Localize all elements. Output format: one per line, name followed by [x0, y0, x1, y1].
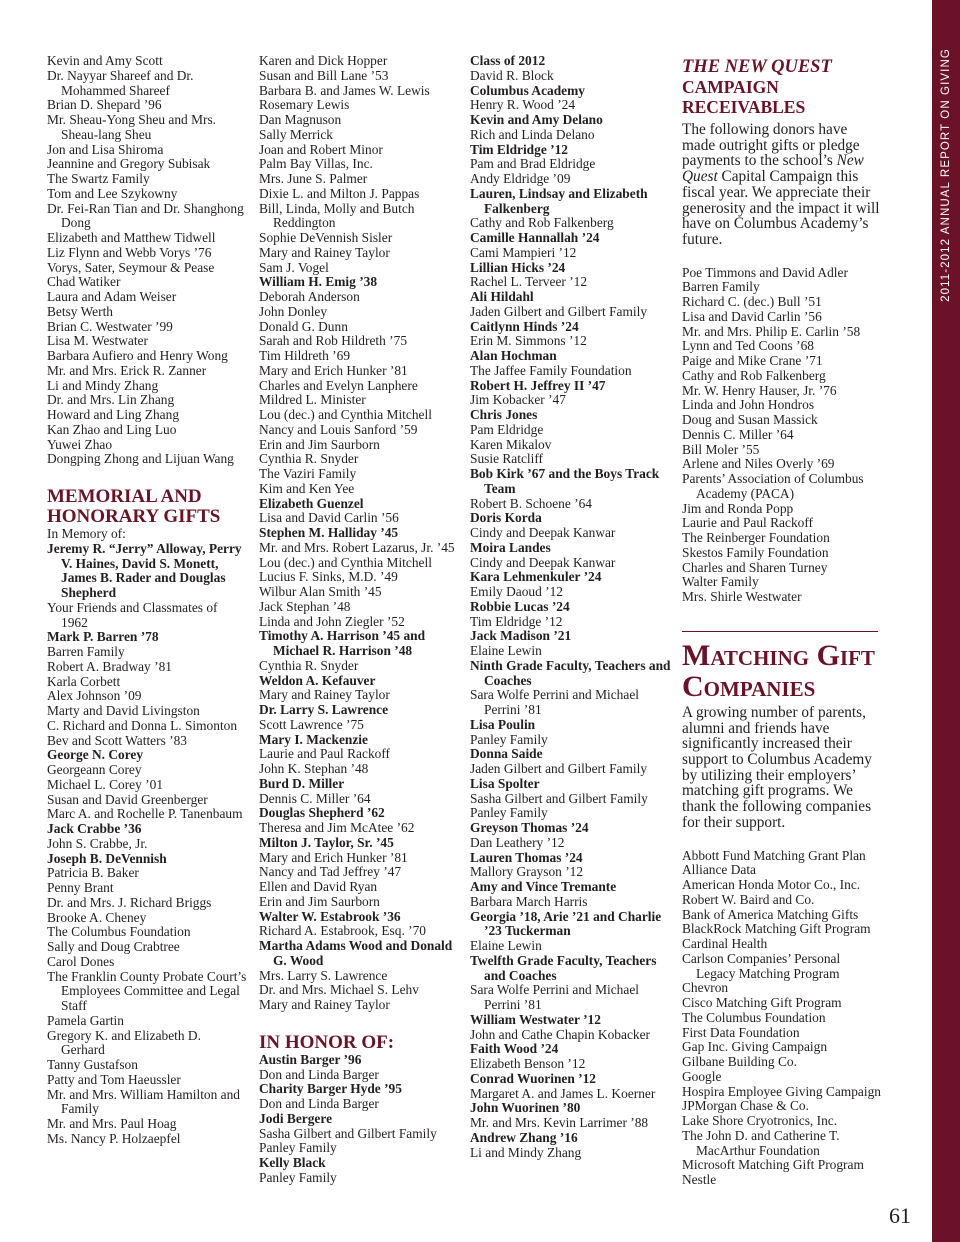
donor-name: Dr. and Mrs. J. Richard Briggs	[47, 894, 212, 910]
honoree-name: Bob Kirk ’67 and the Boys Track Team	[470, 466, 660, 496]
honoree-name: Conrad Wuorinen ’12	[470, 1070, 596, 1086]
honoree-name: Twelfth Grade Faculty, Teachers and Coaches	[470, 952, 657, 983]
donor-name: Bev and Scott Watters ’83	[47, 732, 187, 748]
honoree-name: Jack Crabbe ’36	[47, 821, 142, 836]
donor-name: Mr. and Mrs. Erick R. Zanner	[47, 362, 207, 378]
donor-column-4	[682, 54, 882, 1188]
company-name: Alliance Data	[682, 862, 756, 878]
company-name: Cardinal Health	[682, 936, 768, 951]
donor-name: Panley Family	[470, 731, 548, 747]
company-name: Hospira Employee Giving Campaign	[682, 1083, 881, 1099]
donor-name: Don and Linda Barger	[259, 1096, 379, 1111]
honoree-name: Lillian Hicks ’24	[470, 259, 566, 275]
honoree-name: Douglas Shepherd ’62	[259, 805, 385, 821]
honoree-name: Charity Barger Hyde ’95	[259, 1081, 402, 1097]
donor-name: Arlene and Niles Overly ’69	[682, 456, 835, 472]
honoree-name: Chris Jones	[470, 407, 538, 422]
donor-name: Mr. Sheau-Yong Sheu and Mrs. Sheau-lang Sheu	[47, 112, 217, 142]
honoree-name: Amy and Vince Tremante	[470, 879, 617, 894]
honoree-name: Caitlynn Hinds ’24	[470, 318, 579, 334]
donor-name: Dan Magnuson	[259, 112, 342, 127]
donor-column-1	[47, 54, 247, 1147]
honoree-name: Camille Hannallah ’24	[470, 230, 600, 245]
donor-name: Pam Eldridge	[470, 421, 544, 437]
donor-name: Karen Mikalov	[470, 436, 552, 452]
donor-name: Lynn and Ted Coons ’68	[682, 338, 814, 354]
honoree-name: Robert H. Jeffrey II ’47	[470, 377, 606, 393]
company-name: Cisco Matching Gift Program	[682, 995, 842, 1010]
donor-name: Ms. Nancy P. Holzaepfel	[47, 1130, 181, 1146]
honoree-name: William H. Emig ’38	[259, 274, 378, 290]
donor-column-2	[259, 54, 459, 1186]
honoree-name: Kevin and Amy Delano	[470, 112, 603, 127]
donor-name: Lisa M. Westwater	[47, 333, 148, 349]
donor-name: Pam and Brad Eldridge	[470, 156, 596, 172]
donor-name: Liz Flynn and Webb Vorys ’76	[47, 244, 212, 260]
matching-gift-intro: A growing number of parents, alumni and friends have significantly increased their support to Columbus Academy by utilizing their employers’ matching gift programs. We thank the following companies for their support.	[682, 703, 872, 831]
company-name: Bank of America Matching Gifts	[682, 906, 859, 922]
donor-name: Rosemary Lewis	[259, 97, 350, 113]
donor-name: Brian D. Shepard ’96	[47, 97, 162, 113]
new-quest-donor-list	[682, 266, 882, 605]
honoree-name: Joseph B. DeVennish	[47, 850, 167, 866]
donor-name: Lucius F. Sinks, M.D. ’49	[259, 569, 398, 585]
donor-name: Panley Family	[259, 1140, 337, 1156]
company-name: Nestle	[682, 1172, 717, 1187]
donor-name: Lou (dec.) and Cynthia Mitchell	[259, 407, 432, 422]
honoree-name: Jeremy R. “Jerry” Alloway, Perry V. Haines, David S. Monett, James B. Rader and Douglas Shepherd	[47, 540, 242, 600]
donor-name: The Reinberger Foundation	[682, 530, 830, 546]
donor-name: Nancy and Tad Jeffrey ’47	[259, 864, 402, 880]
donor-name: Erin and Jim Saurborn	[259, 436, 380, 452]
honoree-name: Doris Korda	[470, 510, 542, 526]
donor-name: Bill Moler ’55	[682, 441, 760, 457]
donor-name: Lisa and David Carlin ’56	[682, 308, 822, 324]
donor-name: Dr. and Mrs. Michael S. Lehv	[259, 982, 419, 998]
donor-name: Howard and Ling Zhang	[47, 407, 180, 422]
honoree-name: Faith Wood ’24	[470, 1041, 559, 1057]
new-quest-intro: The following donors have made outright gifts or pledge payments to the school’s New Quest Capital Campaign this fiscal year. We appreciate their generosity and the impact it will have on Columbus Academy’s future.	[682, 121, 880, 248]
donor-name: C. Richard and Donna L. Simonton	[47, 717, 238, 733]
company-name: Google	[682, 1068, 722, 1084]
donor-name: Skestos Family Foundation	[682, 544, 829, 560]
donor-name: Richard A. Estabrook, Esq. ’70	[259, 923, 426, 939]
donor-name: Laurie and Paul Rackoff	[259, 746, 391, 762]
donor-name: David R. Block	[470, 67, 554, 83]
company-name: The John D. and Catherine T. MacArthur Foundation	[682, 1127, 840, 1158]
donor-name: Barren Family	[47, 644, 125, 659]
donor-name: Mr. W. Henry Hauser, Jr. ’76	[682, 382, 837, 398]
donor-name: Cynthia R. Snyder	[259, 451, 359, 467]
donor-name: The Columbus Foundation	[47, 924, 191, 940]
donor-name: Dan Leathery ’12	[470, 834, 565, 850]
donor-name: Susan and David Greenberger	[47, 791, 208, 807]
donor-name: Li and Mindy Zhang	[47, 377, 159, 393]
donor-name: Doug and Susan Massick	[682, 412, 818, 428]
donor-name: Cathy and Rob Falkenberg	[470, 215, 614, 231]
donor-name: Poe Timmons and David Adler	[682, 264, 848, 280]
donor-name: Sally Merrick	[259, 126, 334, 142]
donor-name: Barbara B. and James W. Lewis	[259, 82, 430, 98]
company-name: JPMorgan Chase & Co.	[682, 1098, 809, 1114]
donor-name: Mary and Erich Hunker ’81	[259, 849, 408, 865]
donor-name: Susan and Bill Lane ’53	[259, 67, 389, 83]
donor-name: Marty and David Livingston	[47, 703, 200, 718]
donor-name: Panley Family	[470, 805, 548, 821]
donor-name: Tom and Lee Szykowny	[47, 185, 178, 201]
section-heading: IN HONOR OF:	[259, 1031, 395, 1053]
honoree-name: Columbus Academy	[470, 82, 585, 98]
company-name: Carlson Companies’ Personal Legacy Matching Program	[682, 950, 841, 981]
company-name: American Honda Motor Co., Inc.	[682, 877, 861, 892]
donor-name: Betsy Werth	[47, 303, 113, 319]
donor-name: Scott Lawrence ’75	[259, 716, 364, 732]
donor-name: Elaine Lewin	[470, 643, 542, 658]
donor-name: Sarah and Rob Hildreth ’75	[259, 333, 408, 349]
donor-name: Dr. Fei-Ran Tian and Dr. Shanghong Dong	[47, 200, 244, 231]
new-quest-title: THE NEW QUEST	[682, 57, 832, 77]
donor-name: Susie Ratcliff	[470, 451, 544, 467]
donor-name: Cathy and Rob Falkenberg	[682, 367, 826, 383]
donor-name: Linda and John Hondros	[682, 397, 815, 413]
honoree-name: Georgia ’18, Arie ’21 and Charlie ’23 Tuckerman	[470, 908, 662, 939]
donor-name: Don and Linda Barger	[259, 1066, 379, 1082]
donor-name: Barbara Aufiero and Henry Wong	[47, 348, 228, 363]
donor-name: Kim and Ken Yee	[259, 480, 355, 496]
donor-name: John Donley	[259, 303, 328, 319]
donor-name: Barren Family	[682, 279, 760, 295]
honoree-name: Elizabeth Guenzel	[259, 495, 364, 511]
donor-name: Cindy and Deepak Kanwar	[470, 554, 616, 570]
page-number: 61	[889, 1203, 911, 1228]
company-name: First Data Foundation	[682, 1024, 800, 1040]
donor-name: Mr. and Mrs. Paul Hoag	[47, 1116, 177, 1131]
donor-name: The Swartz Family	[47, 171, 150, 186]
honoree-name: Moira Landes	[470, 539, 551, 555]
donor-name: Mr. and Mrs. William Hamilton and Family	[47, 1086, 240, 1117]
honoree-name: Martha Adams Wood and Donald G. Wood	[259, 938, 453, 968]
donor-name: Erin and Jim Saurborn	[259, 893, 380, 909]
donor-name: Michael L. Corey ’01	[47, 776, 164, 792]
company-name: Chevron	[682, 980, 729, 996]
donor-name: Mr. and Mrs. Robert Lazarus, Jr. ’45	[259, 539, 455, 555]
donor-name: Bill, Linda, Molly and Butch Reddington	[259, 200, 415, 231]
donor-name: Karen and Dick Hopper	[259, 53, 388, 68]
donor-column-3	[470, 54, 675, 1160]
honoree-name: Andrew Zhang ’16	[470, 1129, 578, 1145]
honoree-name: Lisa Poulin	[470, 716, 536, 732]
honoree-name: Milton J. Taylor, Sr. ’45	[259, 834, 394, 850]
donor-name: Gregory K. and Elizabeth D. Gerhard	[47, 1027, 201, 1058]
donor-name: Donald G. Dunn	[259, 318, 348, 334]
donor-name: Mary and Erich Hunker ’81	[259, 362, 408, 378]
honoree-name: Dr. Larry S. Lawrence	[259, 702, 389, 717]
donor-name: Jeannine and Gregory Subisak	[47, 156, 211, 172]
donor-name: Cami Mampieri ’12	[470, 244, 577, 260]
donor-name: Brooke A. Cheney	[47, 909, 147, 925]
donor-name: Nancy and Louis Sanford ’59	[259, 421, 418, 437]
donor-name: Mrs. June S. Palmer	[259, 171, 368, 186]
campaign-receivables-heading: CAMPAIGN RECEIVABLES	[682, 77, 806, 117]
donor-name: The Vaziri Family	[259, 466, 357, 481]
donor-name: Sam J. Vogel	[259, 259, 329, 275]
donor-name: Barbara March Harris	[470, 893, 588, 909]
honoree-name: Class of 2012	[470, 53, 546, 68]
honoree-name: Mary I. Mackenzie	[259, 731, 368, 747]
donor-name: Mr. and Mrs. Kevin Larrimer ’88	[470, 1115, 649, 1130]
honoree-name: Weldon A. Kefauver	[259, 672, 376, 688]
donor-name: Jaden Gilbert and Gilbert Family	[470, 761, 648, 776]
honoree-name: Tim Eldridge ’12	[470, 141, 568, 157]
honoree-name: Kelly Black	[259, 1155, 326, 1170]
donor-name: Brian C. Westwater ’99	[47, 318, 173, 334]
honoree-name: Greyson Thomas ’24	[470, 820, 589, 835]
donor-name: Mary and Rainey Taylor	[259, 687, 390, 703]
honoree-name: Burd D. Miller	[259, 775, 345, 791]
honoree-name: Lauren Thomas ’24	[470, 849, 583, 865]
honoree-name: Robbie Lucas ’24	[470, 598, 570, 614]
honoree-name: Lisa Spolter	[470, 775, 540, 791]
donor-name: Palm Bay Villas, Inc.	[259, 156, 373, 172]
donor-name: Margaret A. and James L. Koerner	[470, 1085, 656, 1101]
donor-name: Chad Watiker	[47, 274, 121, 290]
donor-name: John and Cathe Chapin Kobacker	[470, 1026, 650, 1042]
donor-name: Tim Eldridge ’12	[470, 613, 563, 629]
company-name: Abbott Fund Matching Grant Plan	[682, 847, 866, 863]
honoree-name: Timothy A. Harrison ’45 and Michael R. Harrison ’48	[259, 628, 426, 658]
company-name: Lake Shore Cryotronics, Inc.	[682, 1113, 838, 1128]
honoree-name: Alan Hochman	[470, 348, 557, 363]
donor-name: Robert A. Bradway ’81	[47, 658, 172, 674]
donor-name: Alex Johnson ’09	[47, 688, 142, 704]
donor-name: Dongping Zhong and Lijuan Wang	[47, 451, 234, 467]
donor-name: Laurie and Paul Rackoff	[682, 515, 814, 531]
honoree-name: William Westwater ’12	[470, 1011, 601, 1027]
donor-name: Paige and Mike Crane ’71	[682, 353, 823, 369]
donor-name: Elizabeth Benson ’12	[470, 1056, 586, 1071]
donor-name: Linda and John Ziegler ’52	[259, 613, 405, 629]
honoree-name: Ninth Grade Faculty, Teachers and Coaches	[470, 657, 671, 688]
donor-name: Laura and Adam Weiser	[47, 289, 177, 304]
donor-name: Kan Zhao and Ling Luo	[47, 421, 177, 437]
donor-name: Henry R. Wood ’24	[470, 97, 576, 113]
donor-name: Pamela Gartin	[47, 1012, 124, 1028]
donor-name: Dr. Nayyar Shareef and Dr. Mohammed Shareef	[47, 67, 194, 98]
donor-name: Mary and Rainey Taylor	[259, 244, 390, 260]
donor-name: Jack Stephan ’48	[259, 598, 351, 614]
donor-name: Joan and Robert Minor	[259, 141, 383, 157]
donor-name: Richard C. (dec.) Bull ’51	[682, 294, 822, 310]
donor-name: Mary and Rainey Taylor	[259, 997, 390, 1012]
company-name: The Columbus Foundation	[682, 1009, 826, 1025]
matching-gift-heading: Matching Gift Companies	[682, 638, 875, 703]
donor-name: Cynthia R. Snyder	[259, 657, 359, 673]
donor-name: Ellen and David Ryan	[259, 879, 378, 894]
company-name: Microsoft Matching Gift Program	[682, 1157, 864, 1173]
honoree-name: Mark P. Barren ’78	[47, 629, 159, 645]
donor-name: Lou (dec.) and Cynthia Mitchell	[259, 554, 432, 570]
donor-name: Mrs. Shirle Westwater	[682, 589, 802, 605]
donor-name: Karla Corbett	[47, 673, 121, 689]
donor-name: Mildred L. Minister	[259, 392, 366, 408]
donor-name: Jaden Gilbert and Gilbert Family	[470, 303, 648, 319]
donor-name: Georgeann Corey	[47, 762, 142, 777]
donor-name: Lisa and David Carlin ’56	[259, 510, 399, 526]
section-heading: MEMORIAL AND HONORARY GIFTS	[47, 486, 221, 527]
donor-name: Wilbur Alan Smith ’45	[259, 584, 382, 599]
donor-name: Patricia B. Baker	[47, 865, 139, 881]
company-name: Robert W. Baird and Co.	[682, 891, 815, 907]
donor-name: Tim Hildreth ’69	[259, 348, 351, 363]
donor-name: Dixie L. and Milton J. Pappas	[259, 185, 420, 201]
donor-name: Vorys, Sater, Seymour & Pease	[47, 259, 215, 275]
section-divider	[682, 631, 878, 632]
donor-name: Sasha Gilbert and Gilbert Family	[259, 1125, 437, 1141]
donor-name: Elizabeth and Matthew Tidwell	[47, 230, 216, 245]
donor-name: Jim and Ronda Popp	[682, 500, 794, 516]
donor-name: Charles and Evelyn Lanphere	[259, 377, 418, 393]
donor-name: Patty and Tom Haeussler	[47, 1071, 181, 1087]
donor-name: Sara Wolfe Perrini and Michael Perrini ’81	[470, 982, 639, 1012]
honoree-name: Austin Barger ’96	[259, 1051, 362, 1067]
donor-name: Jon and Lisa Shiroma	[47, 141, 164, 157]
donor-name: John K. Stephan ’48	[259, 761, 369, 776]
donor-name: Walter Family	[682, 574, 759, 590]
donor-name: In Memory of:	[47, 526, 126, 541]
company-name: Gap Inc. Giving Campaign	[682, 1039, 828, 1055]
donor-name: Andy Eldridge ’09	[470, 171, 571, 186]
donor-name: The Franklin County Probate Court’s Employees Committee and Legal Staff	[47, 968, 247, 1013]
donor-name: Dennis C. Miller ’64	[259, 790, 371, 806]
donor-name: Elaine Lewin	[470, 938, 542, 953]
honoree-name: Jack Madison ’21	[470, 628, 572, 644]
donor-name: The Jaffee Family Foundation	[470, 362, 632, 378]
donor-name: Parents’ Association of Columbus Academy (PACA)	[682, 471, 864, 501]
donor-name: Mallory Grayson ’12	[470, 864, 584, 880]
donor-name: Sasha Gilbert and Gilbert Family	[470, 790, 648, 806]
donor-name: Yuwei Zhao	[47, 436, 113, 452]
donor-name: Jim Kobacker ’47	[470, 392, 566, 408]
donor-name: Sara Wolfe Perrini and Michael Perrini ’81	[470, 687, 639, 717]
donor-name: Erin M. Simmons ’12	[470, 333, 587, 349]
honoree-name: Kara Lehmenkuler ’24	[470, 569, 602, 585]
donor-name: Emily Daoud ’12	[470, 584, 563, 599]
donor-name: Your Friends and Classmates of 1962	[47, 599, 218, 630]
donor-name: Rich and Linda Delano	[470, 126, 595, 142]
donor-name: Marc A. and Rochelle P. Tanenbaum	[47, 806, 243, 822]
company-name: BlackRock Matching Gift Program	[682, 921, 871, 937]
honoree-name: George N. Corey	[47, 747, 144, 763]
honoree-name: Lauren, Lindsay and Elizabeth Falkenberg	[470, 185, 648, 216]
matching-company-list	[682, 849, 882, 1188]
donor-name: Kevin and Amy Scott	[47, 53, 163, 68]
donor-name: Dennis C. Miller ’64	[682, 426, 794, 442]
donor-name: Sally and Doug Crabtree	[47, 939, 180, 954]
donor-name: Cindy and Deepak Kanwar	[470, 525, 616, 540]
donor-name: Charles and Sharen Turney	[682, 559, 828, 575]
donor-name: John S. Crabbe, Jr.	[47, 835, 148, 851]
honoree-name: Donna Saide	[470, 746, 543, 762]
donor-name: Robert B. Schoene ’64	[470, 495, 592, 511]
donor-name: Mr. and Mrs. Philip E. Carlin ’58	[682, 323, 861, 339]
honoree-name: Walter W. Estabrook ’36	[259, 908, 401, 924]
honoree-name: Jodi Bergere	[259, 1110, 333, 1126]
donor-name: Penny Brant	[47, 880, 114, 895]
donor-name: Dr. and Mrs. Lin Zhang	[47, 392, 175, 408]
company-name: Gilbane Building Co.	[682, 1054, 797, 1069]
donor-name: Carol Dones	[47, 953, 115, 969]
donor-name: Sophie DeVennish Sisler	[259, 230, 393, 245]
donor-name: Panley Family	[259, 1169, 337, 1185]
honoree-name: Ali Hildahl	[470, 289, 534, 304]
donor-name: Rachel L. Terveer ’12	[470, 274, 588, 290]
donor-name: Deborah Anderson	[259, 289, 360, 304]
honoree-name: Stephen M. Halliday ’45	[259, 525, 399, 540]
donor-name: Tanny Gustafson	[47, 1057, 138, 1072]
donor-name: Li and Mindy Zhang	[470, 1144, 582, 1160]
honoree-name: John Wuorinen ’80	[470, 1100, 581, 1116]
donor-name: Theresa and Jim McAtee ’62	[259, 820, 415, 835]
donor-name: Mrs. Larry S. Lawrence	[259, 967, 388, 983]
report-title-vertical: 2011-2012 ANNUAL REPORT ON GIVING	[940, 48, 952, 302]
